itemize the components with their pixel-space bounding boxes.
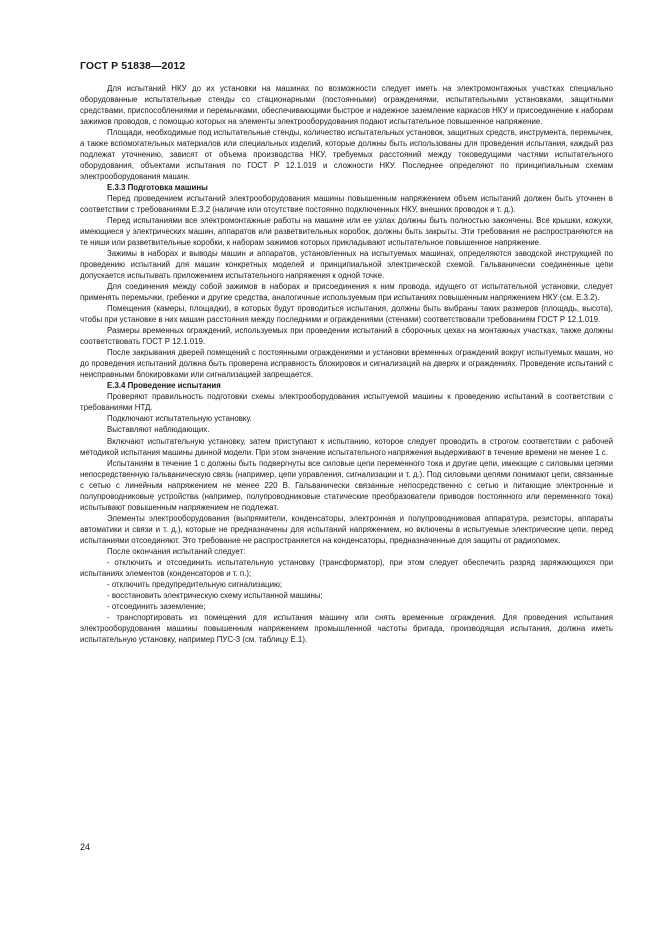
paragraph: Перед испытаниями все электромонтажные работы на машине или ее узлах должны быть полностью закончены. Все крышки, кожухи, имеющиеся у электрических машин, аппаратов или разветвительных коробок, должны быть закрыты. Эти требования не распространяются на те ниши или разветвительные коробки, к наборам зажимов которых прикладывают испытательное повышенное напряжение. — [80, 216, 613, 248]
page-number: 24 — [80, 842, 91, 852]
paragraph: Подключают испытательную установку. — [107, 414, 252, 424]
paragraph: Зажимы в наборах и выводы машин и аппаратов, установленных на испытуемых машинах, определяются заводской инструкцией по проведению испытаний для машин конкретных моделей и принципиальной электрической схемой. Гальванически соединенные цепи допускается испытывать приложением испытательного напряжения к одной точке. — [80, 249, 613, 281]
document-body — [80, 83, 613, 645]
paragraph: Для испытаний НКУ до их установки на машинах по возможности следует иметь на электромонтажных участках специально оборудованные испытательные стенды со стационарными (постоянными) ограждениями, испытательными установками, защитными средствами, приспособлениями и перемычками, обеспечивающими быстрое и надежное заземление каркасов НКУ и присоединение к наборам зажимов проводов, с помощью которых на элементы электрооборудования подают испытательное повышенное напряжение. — [80, 84, 613, 127]
section-heading: Е.3.4 Проведение испытания — [107, 381, 221, 391]
paragraph: Перед проведением испытаний электрооборудования машины повышенным напряжением объем испытаний должен быть уточнен в соответствии с требованиями Е.3.2 (наличие или отсутствие постоянно подключенных НКУ, внешних проводок и т. д.). — [80, 194, 613, 215]
paragraph: После окончания испытаний следует: — [107, 546, 246, 556]
list-item: - отключить и отсоединить испытательную установку (трансформатор), при этом следует обеспечить разряд заряжающихся при испытаниях элементов (конденсаторов и т. п.); — [80, 557, 613, 578]
document-header: ГОСТ Р 51838—2012 — [80, 60, 186, 72]
paragraph: После закрывания дверей помещений с постоянными ограждениями и установки временных ограждений вокруг испытуемых машин, но до проведения испытаний должна быть проверена исправность блокировок и сигнализаций на дверях и ограждениях. Проведение испытаний с неисправными блокировками или сигнализацией запрещается. — [80, 348, 613, 380]
section-heading: Е.3.3 Подготовка машины — [107, 183, 208, 193]
paragraph: Помещения (камеры, площадки), в которых будут проводиться испытания, должны быть выбраны таких размеров (площадь, высота), чтобы при установке в них машин расстояния между последними и ограждениями (стенами) соответствовали требованиям ГОСТ Р 12.1.019. — [80, 304, 613, 325]
list-item: - отсоединить заземление; — [107, 601, 206, 611]
paragraph: Включают испытательную установку, затем приступают к испытанию, которое следует проводить в строгом соответствии с рабочей методикой испытания машины данной модели. При этом значение испытательного напряжения выдерживают в течение времени не менее 1 с. — [80, 436, 613, 457]
list-item: - транспортировать из помещения для испытания машину или снять временные ограждения. Для проведения испытания электрооборудования машины повышенным напряжением промышленной частоты бригада, производящая испытания, должна иметь испытательную установку, например ПУС-3 (см. таблицу Е.1). — [80, 612, 613, 644]
list-item: - восстановить электрическую схему испытанной машины; — [107, 590, 323, 600]
paragraph: Для соединения между собой зажимов в наборах и присоединения к ним провода, идущего от испытательной установки, следует применять перемычки, гребенки и другие средства, аналогичные используемым при испытаниях повышенным напряжением НКУ (см. Е.3.2). — [80, 282, 613, 303]
list-item: - отключить предупредительную сигнализацию; — [107, 579, 283, 589]
paragraph: Площади, необходимые под испытательные стенды, количество испытательных установок, защитных средств, инструмента, перемычек, а также вспомогательных материалов или специальных изделий, которые должны быть использованы для проведения испытания, каждый раз подлежат уточнению, зависят от объема производства НКУ, требуемых расстояний между токоведущими частями испытательного оборудования, объектами испытания по ГОСТ Р 12.1.019 и сложности НКУ. Последнее определяют по принципиальным схемам электрооборудования машин. — [80, 128, 613, 182]
paragraph: Испытаниям в течение 1 с должны быть подвергнуты все силовые цепи переменного тока и другие цепи, имеющие с силовыми цепями непосредственную гальваническую связь (например, цепи управления, сигнализации и т. д.). Под силовыми цепями понимают цепи, связанные с сетью с линейным напряжением не менее 220 В. Гальванически связанные непосредственно с сетью и питающие электронные и полупроводниковые устройства (например, полупроводниковые статические преобразователи приводов постоянного или переменного тока) испытывают повышенным напряжением не подлежат. — [80, 458, 613, 512]
paragraph: Размеры временных ограждений, используемых при проведении испытаний в сборочных цехах на монтажных участках, также должны соответствовать ГОСТ Р 12.1.019. — [80, 326, 613, 347]
paragraph: Элементы электрооборудования (выпрямители, конденсаторы, электронная и полупроводниковая аппаратура, резисторы, аппараты автоматики и связи и т. д.), которые не предназначены для испытаний напряжением, но включены в испытуемые электрические цепи, перед испытаниями отсоединяют. Это требование не распространяется на конденсаторы, предназначенные для защиты от радиопомех. — [80, 513, 613, 545]
paragraph: Проверяют правильность подготовки схемы электрооборудования испытуемой машины к проведению испытаний в соответствии с требованиями НТД. — [80, 392, 613, 413]
paragraph: Выставляют наблюдающих. — [107, 425, 210, 435]
